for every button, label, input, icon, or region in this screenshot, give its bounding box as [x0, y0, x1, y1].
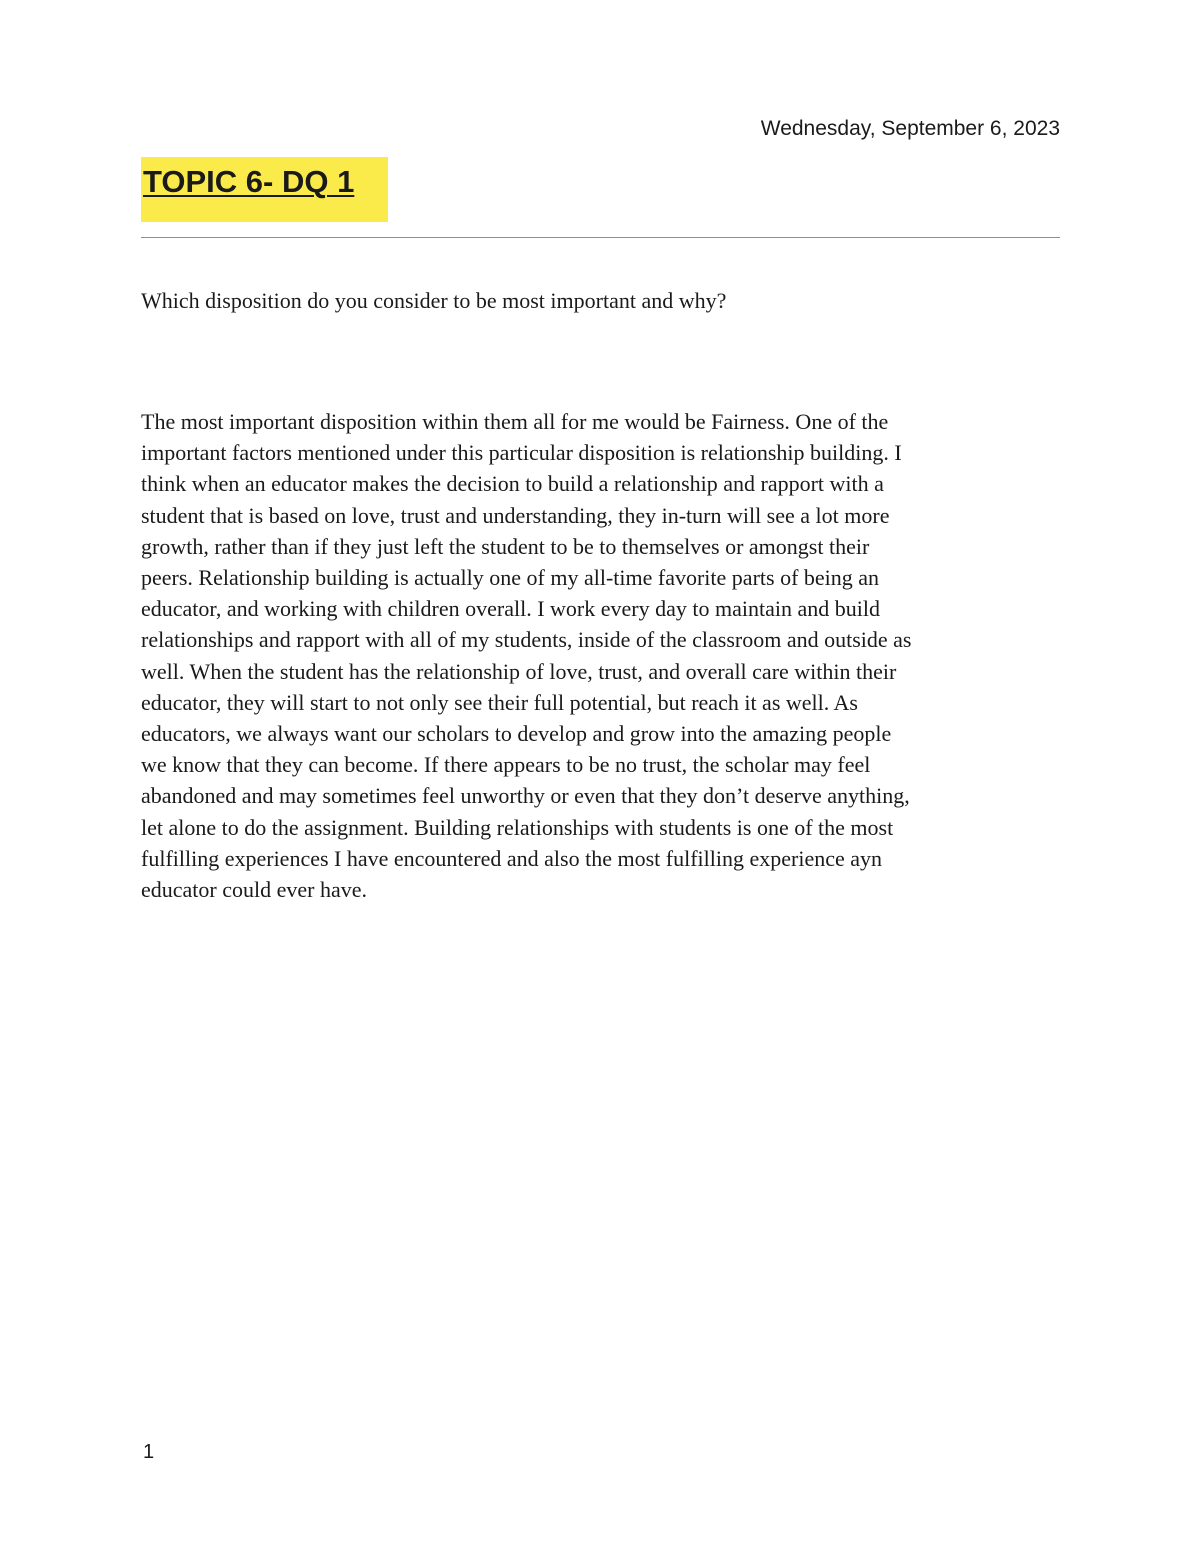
paragraph-line: think when an educator makes the decision to build a relationship and rapport with a — [141, 471, 884, 497]
document-date: Wednesday, September 6, 2023 — [760, 117, 1060, 140]
paragraph-line: educators, we always want our scholars to develop and grow into the amazing people — [141, 721, 892, 747]
paragraph-line: The most important disposition within them all for me would be Fairness. One of the — [141, 409, 889, 434]
paragraph-line: educator, and working with children overall. I work every day to maintain and build — [141, 596, 880, 622]
page-number: 1 — [143, 1441, 155, 1463]
paragraph-line: educator, they will start to not only see their full potential, but reach it as well. As — [141, 689, 858, 715]
paragraph-line: well. When the student has the relationship of love, trust, and overall care within their — [141, 658, 897, 684]
response-paragraph — [141, 406, 1081, 905]
paragraph-line: fulfilling experiences I have encountered and also the most fulfilling experience ayn — [141, 845, 882, 871]
document-title: TOPIC 6- DQ 1 — [143, 164, 355, 199]
paragraph-line: relationships and rapport with all of my students, inside of the classroom and outside as — [141, 627, 912, 653]
paragraph-line: growth, rather than if they just left the student to be to themselves or amongst their — [141, 533, 870, 559]
paragraph-line: abandoned and may sometimes feel unworthy or even that they don’t deserve anything, — [141, 783, 910, 809]
paragraph-line: student that is based on love, trust and understanding, they in-turn will see a lot more — [141, 502, 890, 528]
discussion-question: Which disposition do you consider to be most important and why? — [141, 288, 727, 313]
paragraph-line: peers. Relationship building is actually one of my all-time favorite parts of being an — [141, 565, 880, 591]
paragraph-line: let alone to do the assignment. Building relationships with students is one of the most — [141, 814, 894, 840]
paragraph-line: educator could ever have. — [141, 877, 367, 903]
paragraph-line: we know that they can become. If there appears to be no trust, the scholar may feel — [141, 752, 871, 778]
paragraph-line: important factors mentioned under this particular disposition is relationship building. I — [141, 440, 902, 466]
header-divider — [141, 237, 1060, 238]
